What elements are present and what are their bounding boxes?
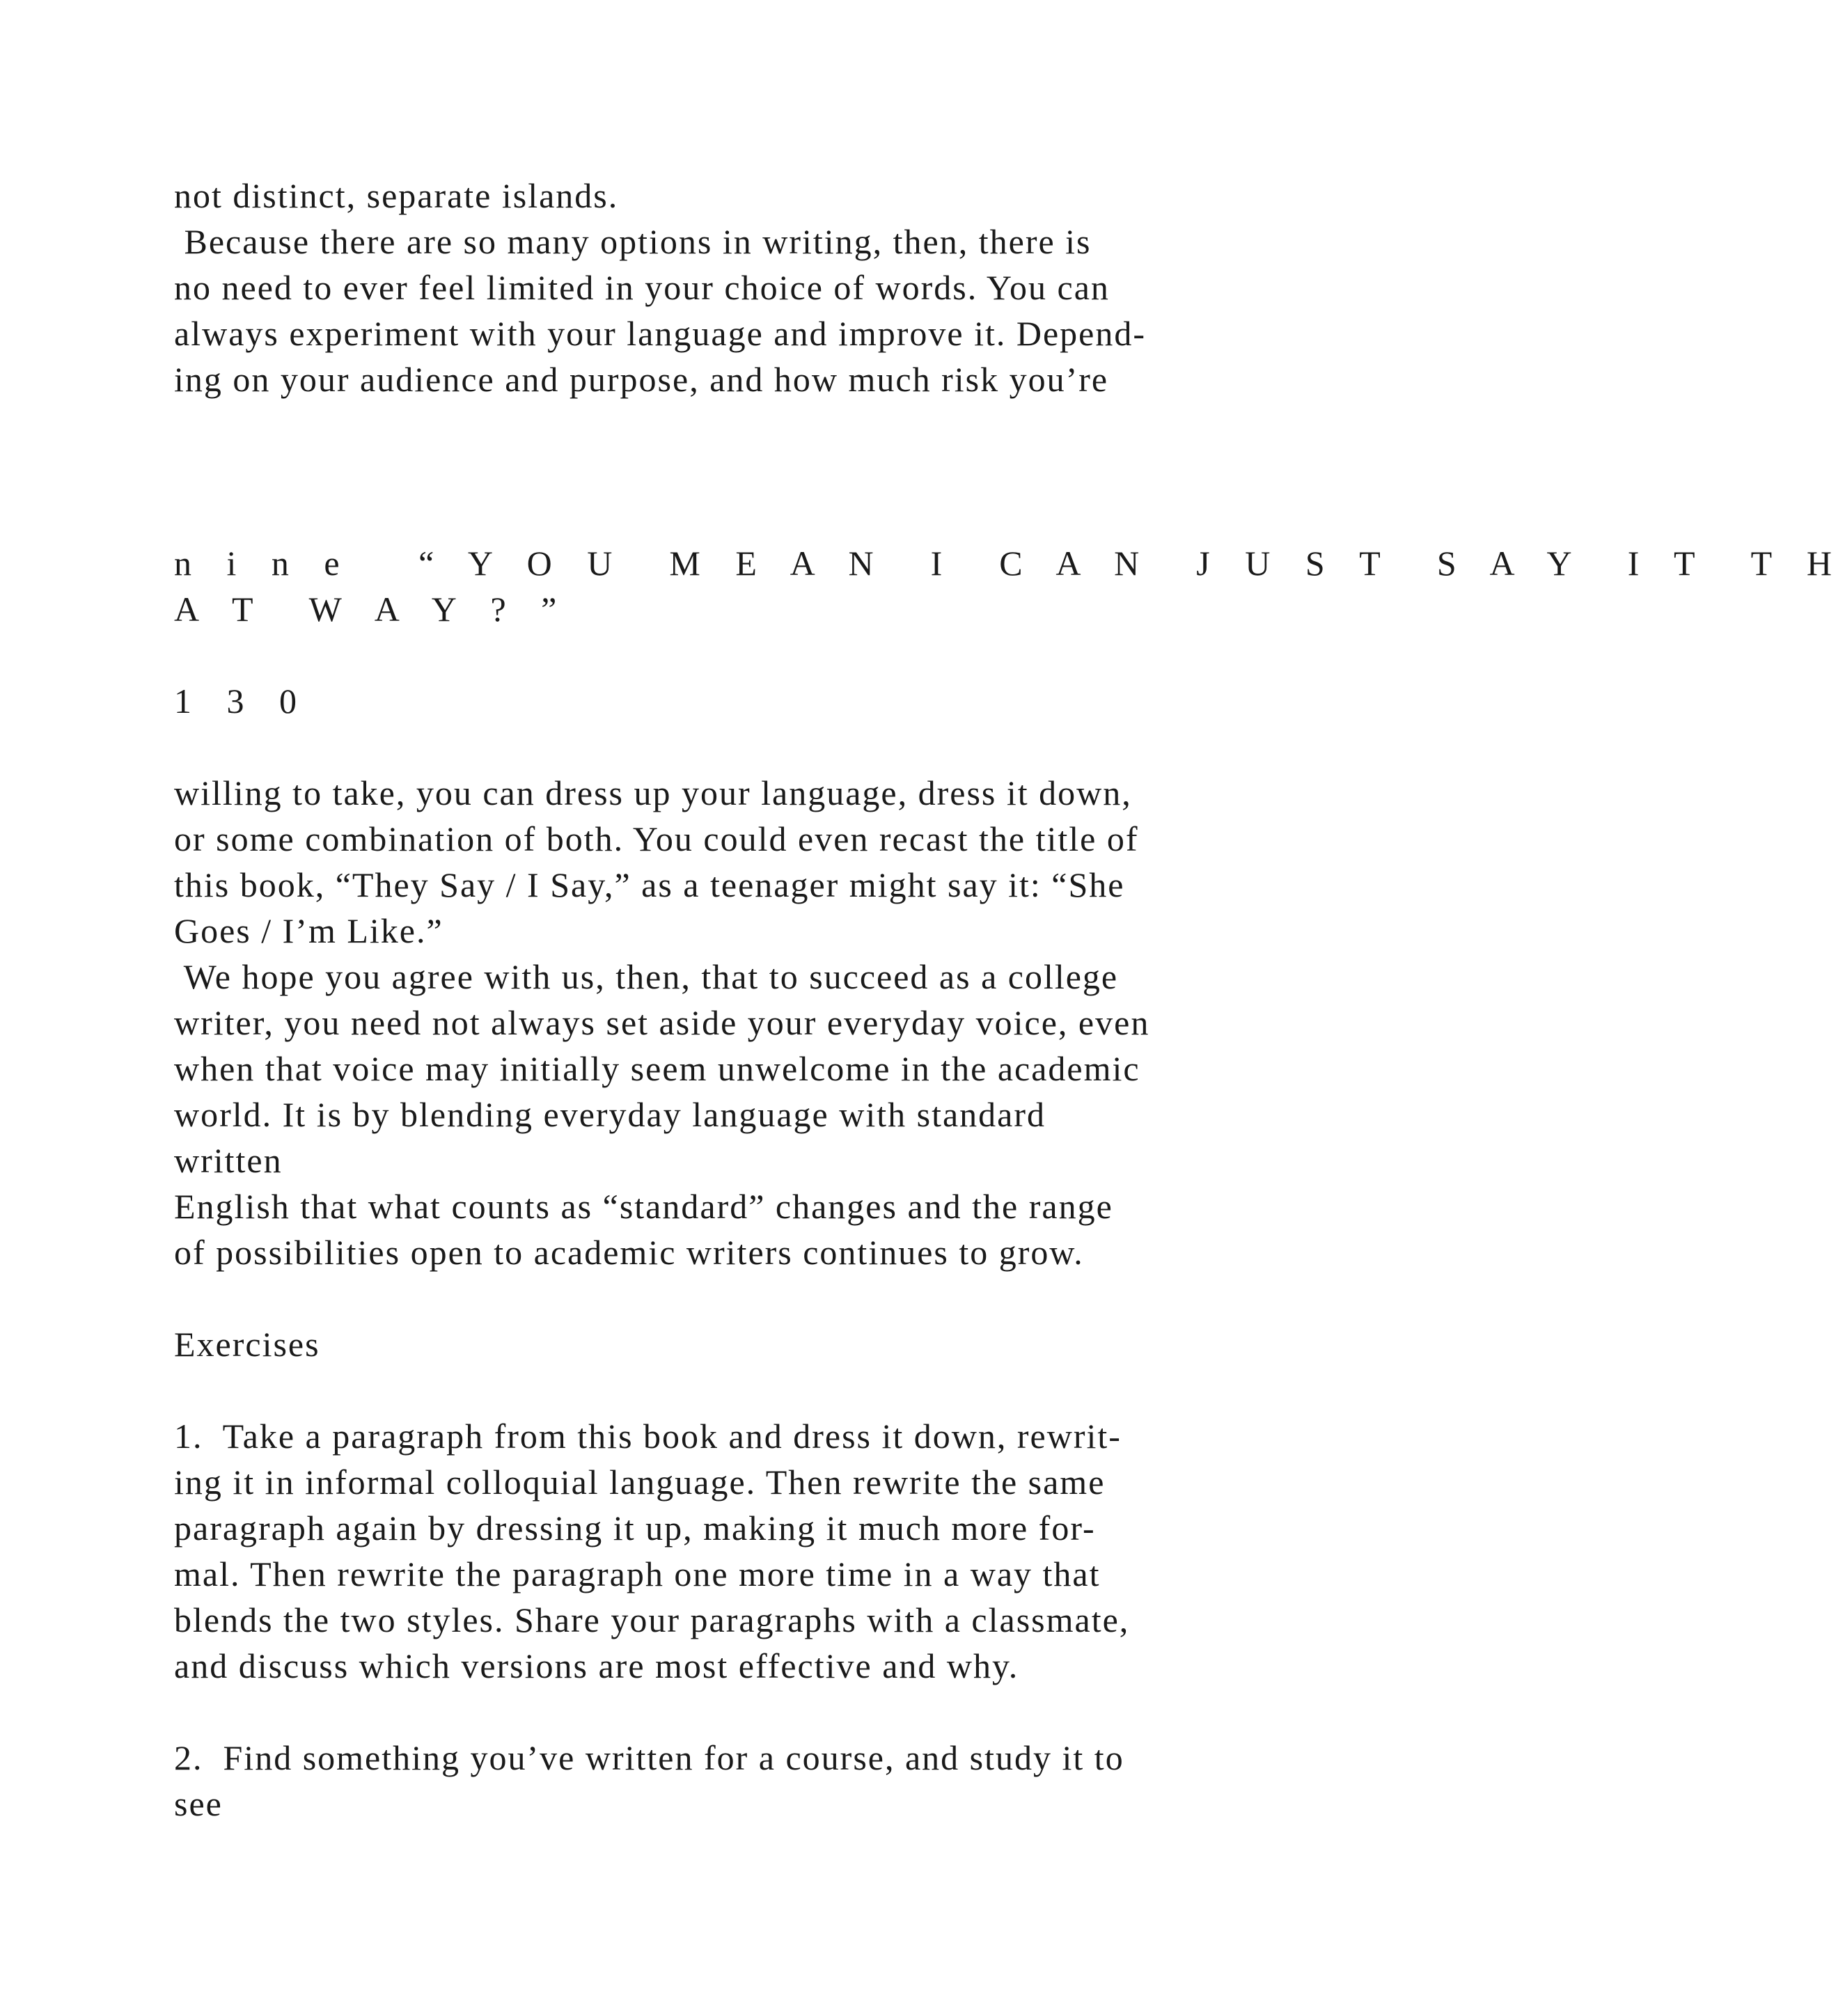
- exercise-item-2: [174, 1735, 1302, 1827]
- spacer: [174, 724, 1302, 770]
- spacer: [174, 632, 1302, 678]
- text-line: mal. Then rewrite the paragraph one more time in a way that: [174, 1554, 1101, 1593]
- text-line: 2. Find something you’ve written for a course, and study it to: [174, 1738, 1124, 1777]
- text-line: or some combination of both. You could even recast the title of: [174, 819, 1139, 858]
- text-line: and discuss which versions are most effective and why.: [174, 1646, 1019, 1685]
- exercises-heading: Exercises: [174, 1325, 320, 1364]
- running-head: [174, 540, 1845, 632]
- running-head-line: n i n e “ Y O U M E A N I C A N J U S T S A Y I T T H: [174, 544, 1845, 583]
- text-line: world. It is by blending everyday language with standard: [174, 1095, 1046, 1134]
- text-line: when that voice may initially seem unwelcome in the academic: [174, 1049, 1140, 1088]
- spacer: [174, 402, 1302, 540]
- text-line: writer, you need not always set aside your everyday voice, even: [174, 1003, 1150, 1042]
- text-line: ing it in informal colloquial language. Then rewrite the same: [174, 1463, 1106, 1502]
- text-line: willing to take, you can dress up your language, dress it down,: [174, 773, 1132, 812]
- text-line: 1. Take a paragraph from this book and dress it down, rewrit-: [174, 1417, 1122, 1456]
- text-line: no need to ever feel limited in your choice of words. You can: [174, 268, 1110, 307]
- paragraph-block-1: [174, 173, 1302, 402]
- page-number: 1 3 0: [174, 682, 310, 720]
- document-page: [174, 173, 1845, 1827]
- paragraph-block-2: [174, 770, 1302, 1275]
- text-line: of possibilities open to academic writers continues to grow.: [174, 1233, 1084, 1272]
- spacer: [174, 1689, 1302, 1735]
- text-line: ing on your audience and purpose, and how much risk you’re: [174, 360, 1109, 399]
- text-line: written: [174, 1141, 283, 1180]
- text-line: see: [174, 1784, 223, 1823]
- exercise-item-1: [174, 1413, 1302, 1689]
- text-line: English that what counts as “standard” changes and the range: [174, 1187, 1113, 1226]
- text-line: always experiment with your language and improve it. Depend-: [174, 314, 1147, 353]
- text-line: Goes / I’m Like.”: [174, 911, 443, 950]
- spacer: [174, 1275, 1302, 1321]
- text-line: paragraph again by dressing it up, making it much more for-: [174, 1509, 1096, 1548]
- text-line: this book, “They Say / I Say,” as a teenager might say it: “She: [174, 865, 1125, 904]
- text-line: Because there are so many options in writing, then, there is: [174, 222, 1092, 261]
- spacer: [174, 1367, 1302, 1413]
- text-line: blends the two styles. Share your paragraphs with a classmate,: [174, 1600, 1130, 1639]
- text-line: not distinct, separate islands.: [174, 176, 619, 215]
- running-head-line: A T W A Y ? ”: [174, 590, 570, 629]
- text-line: We hope you agree with us, then, that to succeed as a college: [174, 957, 1119, 996]
